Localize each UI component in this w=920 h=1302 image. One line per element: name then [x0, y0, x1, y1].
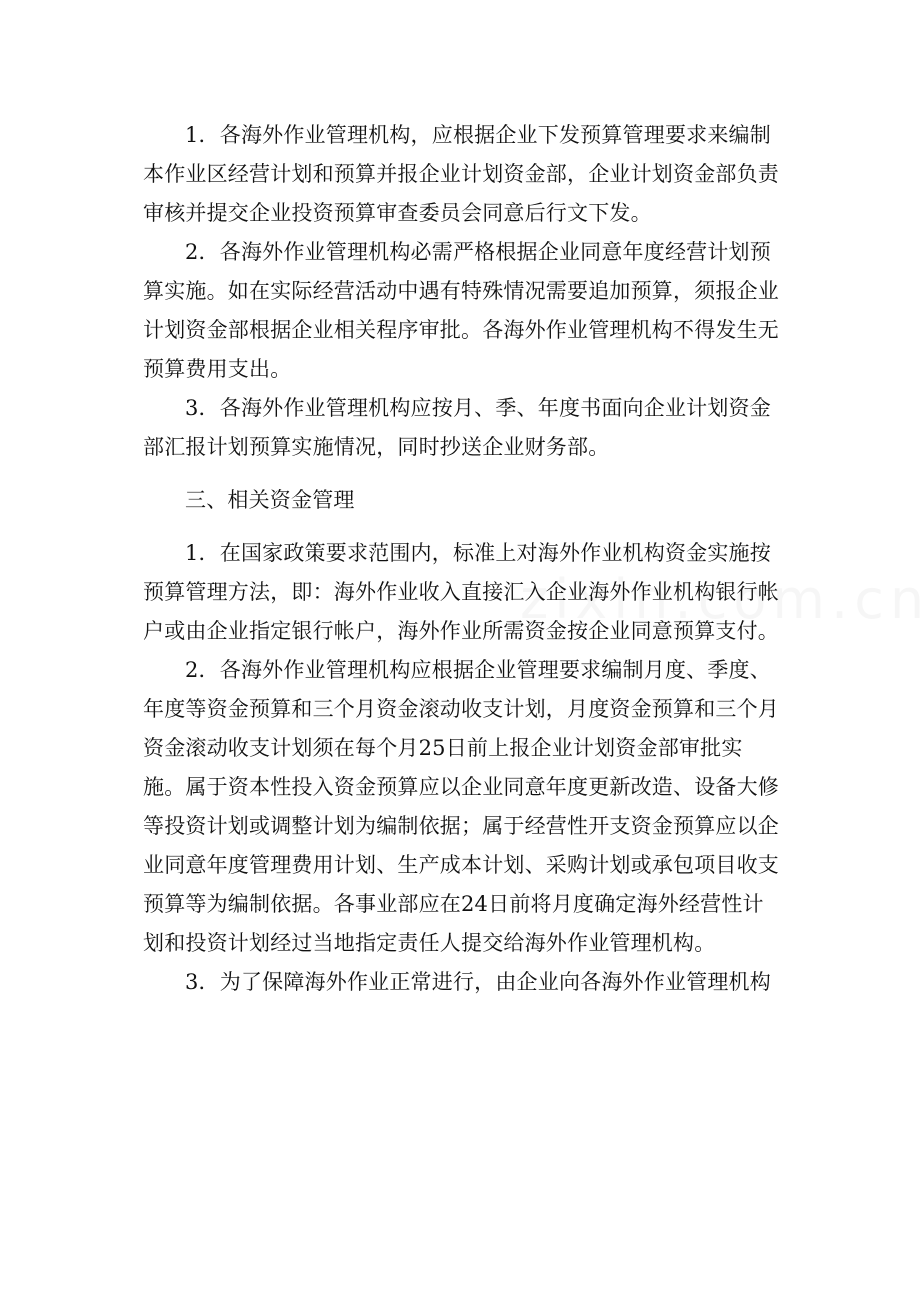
section-heading: 三、相关资金管理 [185, 488, 355, 512]
paragraph-5: 2．各海外作业管理机构应根据企业管理要求编制月度、季度、年度等资金预算和三个月资金滚动收支计划，月度资金预算和三个月资金滚动收支计划须在每个月25日前上报企业计划资金部审批实施。属于资本性投入资金预算应以企业同意年度更新改造、设备大修等投资计划或调整计划为编制依据；属于经营性开支资金预算应以企业同意年度管理费用计划、生产成本计划、采购计划或承包项目收支预算等为编制依据。各事业部应在24日前将月度确定海外经营性计划和投资计划经过当地指定责任人提交给海外作业管理机构。 [143, 658, 779, 955]
paragraph-3: 3．各海外作业管理机构应按月、季、年度书面向企业计划资金部汇报计划预算实施情况，同时抄送企业财务部。 [143, 396, 771, 459]
document-body [143, 116, 783, 1002]
paragraph-1: 1．各海外作业管理机构，应根据企业下发预算管理要求来编制本作业区经营计划和预算并报企业计划资金部，企业计划资金部负责审核并提交企业投资预算审查委员会同意后行文下发。 [143, 123, 779, 225]
paragraph-4: 1．在国家政策要求范围内，标准上对海外作业机构资金实施按预算管理方法，即：海外作业收入直接汇入企业海外作业机构银行帐户或由企业指定银行帐户，海外作业所需资金按企业同意预算支付。 [143, 541, 779, 643]
paragraph-6: 3．为了保障海外作业正常进行，由企业向各海外作业管理机构 [185, 970, 771, 994]
paragraph-2: 2．各海外作业管理机构必需严格根据企业同意年度经营计划预算实施。如在实际经营活动中遇有特殊情况需要追加预算，须报企业计划资金部根据企业相关程序审批。各海外作业管理机构不得发生无预算费用支出。 [143, 240, 779, 381]
